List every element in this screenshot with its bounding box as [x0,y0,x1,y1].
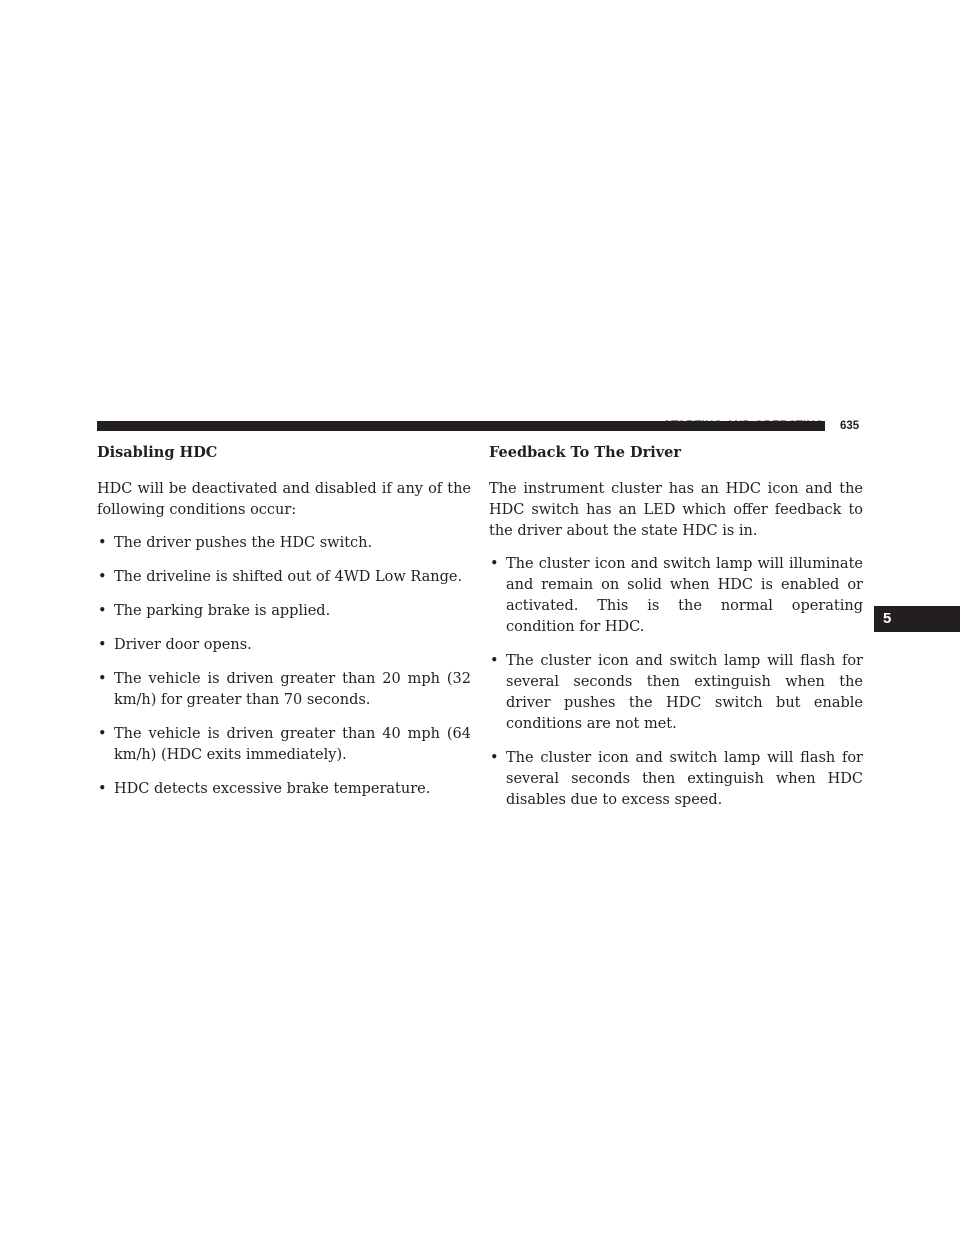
list-item-text: Driver door opens. [114,637,252,653]
list-item-text: The parking brake is applied. [114,603,331,619]
bullet-icon: • [98,603,107,619]
bullet-icon: • [98,671,107,687]
list-item-text: The cluster icon and switch lamp will flash for several seconds then extinguish when HDC disables due to excess speed. [506,750,863,808]
list-item [97,779,471,800]
list-item [97,533,471,554]
list-item-text: The cluster icon and switch lamp will flash for several seconds then extinguish when the driver pushes the HDC switch but enable conditions are not met. [506,653,863,732]
list-item-text: The driver pushes the HDC switch. [114,535,373,551]
list-item [489,554,863,638]
list-item-text: The cluster icon and switch lamp will illuminate and remain on solid when HDC is enabled or activated. This is the normal operating condition for HDC. [506,556,863,635]
bullet-icon: • [490,653,499,669]
list-item-text: The vehicle is driven greater than 40 mph (64 km/h) (HDC exits immediately). [114,726,471,763]
bullet-icon: • [98,781,107,797]
bullet-icon: • [98,637,107,653]
page-number: 635 [840,420,860,432]
left-column [97,442,471,813]
list-item [97,635,471,656]
bullet-icon: • [98,569,107,585]
bullet-icon: • [98,535,107,551]
list-item-text: The driveline is shifted out of 4WD Low Range. [114,569,463,585]
bullet-icon: • [490,556,499,572]
header-section-title: STARTING AND OPERATING [663,420,824,432]
list-item [97,601,471,622]
right-intro-paragraph: The instrument cluster has an HDC icon and the HDC switch has an LED which offer feedback to the driver about the state HDC is in. [489,481,863,539]
list-item [97,724,471,766]
left-intro-paragraph: HDC will be deactivated and disabled if any of the following conditions occur: [97,481,471,518]
right-column [489,442,863,824]
list-item [97,669,471,711]
list-item [97,567,471,588]
bullet-icon: • [98,726,107,742]
chapter-tab: 5 [874,606,960,632]
left-bullet-list [97,533,471,800]
list-item-text: The vehicle is driven greater than 20 mph (32 km/h) for greater than 70 seconds. [114,671,471,708]
bullet-icon: • [490,750,499,766]
section-heading-disabling-hdc: Disabling HDC [97,444,218,461]
section-heading-feedback-to-the-driver: Feedback To The Driver [489,444,682,461]
right-bullet-list [489,554,863,811]
list-item [489,651,863,735]
list-item-text: HDC detects excessive brake temperature. [114,781,431,797]
list-item [489,748,863,811]
